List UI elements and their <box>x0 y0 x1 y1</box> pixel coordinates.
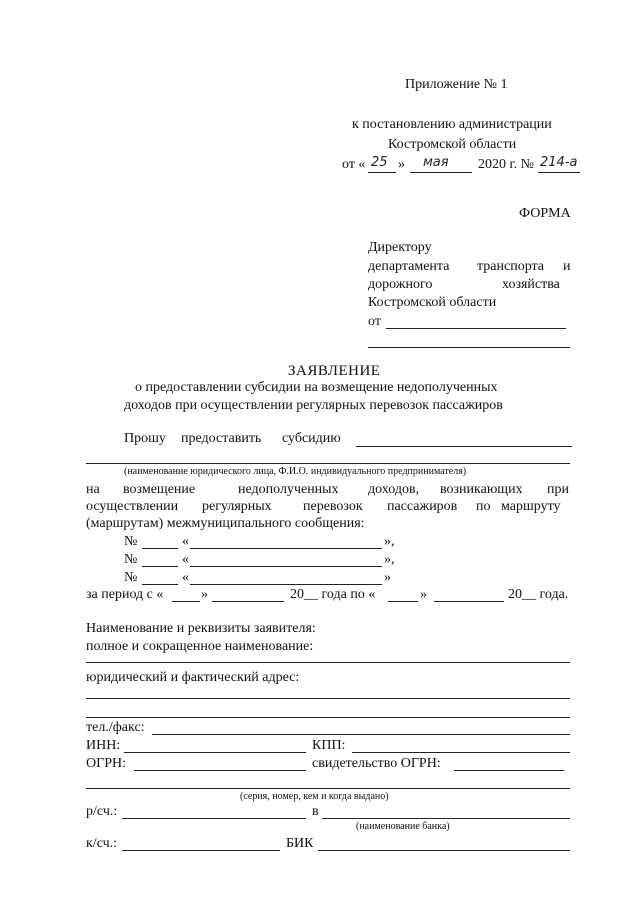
addressee-line-3b: хозяйства <box>502 277 560 292</box>
text-line1-w3: недополученных <box>238 482 339 497</box>
request-word-1: Прошу <box>124 431 166 446</box>
request-name-field-2[interactable] <box>86 463 570 464</box>
decree-day-close: » <box>398 157 405 172</box>
route-1-open: « <box>182 534 189 549</box>
kpp-label: КПП: <box>312 738 346 753</box>
full-name-label: полное и сокращенное наименование: <box>86 639 314 654</box>
route-2-name-field[interactable] <box>190 566 382 567</box>
appendix-label: Приложение № 1 <box>405 77 508 92</box>
addressee-from-field[interactable] <box>386 328 566 329</box>
corr-account-field[interactable] <box>122 850 280 851</box>
request-word-3: субсидию <box>282 431 341 446</box>
text-line2-w2: регулярных <box>202 499 272 514</box>
text-line2-w6: маршруту <box>501 499 561 514</box>
text-line2-w3: перевозок <box>303 499 363 514</box>
request-name-field[interactable] <box>356 446 572 447</box>
bank-in-label: в <box>312 804 319 819</box>
addressee-line-3a: дорожного <box>368 277 433 292</box>
decree-line-1: к постановлению администрации <box>352 117 552 132</box>
addressee-line-2c: и <box>563 259 571 274</box>
route-3-name-field[interactable] <box>190 584 382 585</box>
bank-hint: (наименование банка) <box>356 821 450 832</box>
ogrn-cert-field[interactable] <box>454 770 564 771</box>
requisites-heading: Наименование и реквизиты заявителя: <box>86 621 316 636</box>
text-line1-w5: возникающих <box>440 482 523 497</box>
route-3-close: » <box>384 570 391 585</box>
period-start-day-field[interactable] <box>172 601 200 602</box>
inn-field[interactable] <box>124 752 306 753</box>
name-hint: (наименование юридического лица, Ф.И.О. индивидуального предпринимателя) <box>124 466 467 477</box>
period-start-label: за период с « <box>86 587 164 602</box>
addressee-from-field-2[interactable] <box>368 347 570 348</box>
decree-day: 25 <box>371 155 388 170</box>
period-end-close: » <box>420 587 427 602</box>
phone-label: тел./факс: <box>86 720 145 735</box>
route-2-open: « <box>182 552 189 567</box>
route-3-no: № <box>124 570 138 585</box>
text-line1-w2: возмещение <box>123 482 196 497</box>
bank-name-field[interactable] <box>322 818 570 819</box>
ogrn-cert-label: свидетельство ОГРН: <box>312 756 441 771</box>
bik-field[interactable] <box>318 850 570 851</box>
address-field-1[interactable] <box>86 698 570 699</box>
route-2-no: № <box>124 552 138 567</box>
request-word-2: предоставить <box>181 431 262 446</box>
route-1-no: № <box>124 534 138 549</box>
cert-hint: (серия, номер, кем и когда выдано) <box>240 791 389 802</box>
route-3-number-field[interactable] <box>142 584 178 585</box>
kpp-field[interactable] <box>352 752 570 753</box>
decree-number-underline <box>538 172 580 173</box>
decree-year: 2020 г. № <box>478 157 535 172</box>
addressee-line-4: Костромской области <box>368 295 497 310</box>
route-2-close: », <box>384 552 395 567</box>
route-3-open: « <box>182 570 189 585</box>
period-start-month-field[interactable] <box>212 601 284 602</box>
document-subtitle-1: о предоставлении субсидии на возмещение недополученных <box>135 380 498 395</box>
text-line2-w5: по <box>476 499 491 514</box>
route-1-number-field[interactable] <box>142 548 178 549</box>
addressee-from-label: от <box>368 314 381 329</box>
document-subtitle-2: доходов при осуществлении регулярных перевозок пассажиров <box>124 398 503 413</box>
account-field[interactable] <box>122 818 306 819</box>
document-title: ЗАЯВЛЕНИЕ <box>288 363 381 379</box>
decree-month: мая <box>423 155 449 170</box>
addressee-line-2b: транспорта <box>477 259 545 274</box>
form-label: ФОРМА <box>519 206 571 221</box>
decree-date-prefix: от « <box>342 157 366 172</box>
decree-number: 214-а <box>540 155 578 170</box>
period-start-close: » <box>201 587 208 602</box>
text-line2-w1: осуществлении <box>86 499 179 514</box>
phone-field[interactable] <box>152 734 570 735</box>
address-field-2[interactable] <box>86 717 570 718</box>
ogrn-field[interactable] <box>134 770 306 771</box>
text-line3: (маршрутам) межмуниципального сообщения: <box>86 516 365 531</box>
full-name-field[interactable] <box>86 662 570 663</box>
route-2-number-field[interactable] <box>142 566 178 567</box>
bik-label: БИК <box>286 836 314 851</box>
text-line2-w4: пассажиров <box>387 499 458 514</box>
period-end-label: 20__ года. <box>508 587 569 602</box>
account-label: р/сч.: <box>86 804 118 819</box>
text-line1-w4: доходов, <box>368 482 420 497</box>
address-label: юридический и фактический адрес: <box>86 670 300 685</box>
period-mid-label: 20__ года по « <box>290 587 376 602</box>
route-1-name-field[interactable] <box>190 548 382 549</box>
text-line1-w6: при <box>547 482 569 497</box>
decree-day-underline <box>368 172 396 173</box>
addressee-line-1: Директору <box>368 240 432 255</box>
addressee-line-2a: департамента <box>368 259 450 274</box>
route-1-close: », <box>384 534 395 549</box>
ogrn-label: ОГРН: <box>86 756 126 771</box>
decree-month-underline <box>410 172 472 173</box>
text-line1-w1: на <box>86 482 100 497</box>
decree-line-2: Костромской области <box>388 137 517 152</box>
period-end-day-field[interactable] <box>388 601 418 602</box>
ogrn-cert-field-2[interactable] <box>86 788 570 789</box>
inn-label: ИНН: <box>86 738 121 753</box>
corr-account-label: к/сч.: <box>86 836 118 851</box>
period-end-month-field[interactable] <box>434 601 504 602</box>
